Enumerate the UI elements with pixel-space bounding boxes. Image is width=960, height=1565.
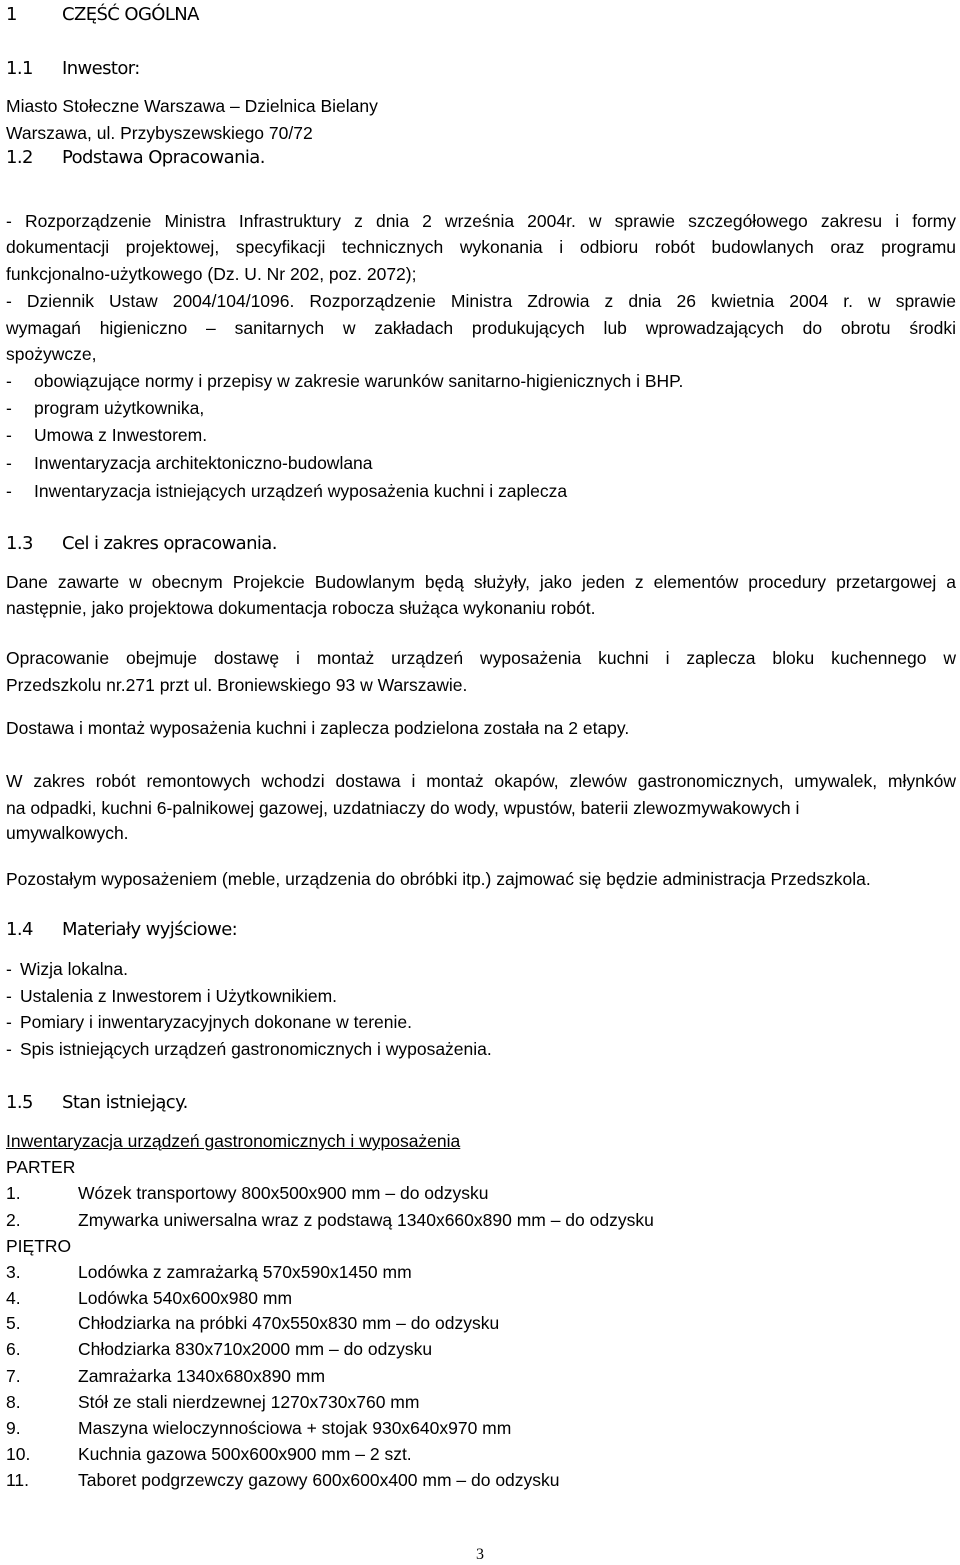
item-text: Chłodziarka na próbki 470x550x830 mm – do odzysku [78,1313,500,1333]
list-dash: - [6,986,12,1006]
list-item-text: Inwentaryzacja istniejących urządzeń wyposażenia kuchni i zaplecza [34,481,568,501]
section-number: 1.4 [6,919,33,940]
section-number: 1.1 [6,58,33,79]
section-number: 1 [6,4,17,25]
inventory-item [6,1417,511,1439]
item-text: Kuchnia gazowa 500x600x900 mm – 2 szt. [78,1444,412,1464]
list-dash: - [6,1012,12,1032]
inventory-item [6,1338,432,1360]
item-number: 8. [6,1392,21,1412]
list-item [6,958,128,980]
section-title: Stan istniejący. [62,1092,188,1113]
item-number: 4. [6,1288,21,1308]
item-number: 3. [6,1262,21,1282]
section-title: Cel i zakres opracowania. [62,533,277,554]
list-item [6,397,204,419]
inventory-item [6,1182,488,1204]
page-number: 3 [476,1546,484,1563]
list-item [6,1011,412,1033]
item-text: Lodówka 540x600x980 mm [78,1288,293,1308]
item-number: 5. [6,1313,21,1333]
item-number: 11. [6,1470,30,1490]
section-title: Podstawa Opracowania. [62,147,265,168]
item-number: 6. [6,1339,21,1359]
inventory-item [6,1287,292,1309]
inventory-item [6,1261,412,1283]
basis-item-2-line: spożywcze, [6,344,97,364]
list-item-text: program użytkownika, [34,398,205,418]
item-text: Taboret podgrzewczy gazowy 600x600x400 mm – do odzysku [78,1470,560,1490]
inventory-item [6,1469,560,1491]
inventory-item [6,1443,412,1465]
item-number: 1. [6,1183,21,1203]
list-item [6,370,683,392]
list-item [6,1038,492,1060]
basis-item-1-line: dokumentacji projektowej, specyfikacji technicznych wykonania i odbioru robót budowlanych oraz programu [6,237,956,257]
section-number: 1.5 [6,1092,33,1113]
paragraph-line: Opracowanie obejmuje dostawę i montaż urządzeń wyposażenia kuchni i zaplecza bloku kuchennego w [6,648,956,668]
list-dash: - [6,1039,12,1059]
floor-label: PARTER [6,1157,76,1177]
basis-item-2-line: wymagań higieniczno – sanitarnych w zakładach produkujących lub wprowadzających do obrotu środki [6,318,956,338]
paragraph-line: W zakres robót remontowych wchodzi dostawa i montaż okapów, zlewów gastronomicznych, umywalek, młynków [6,771,956,791]
list-dash: - [6,371,12,391]
list-dash: - [6,398,12,418]
item-text: Chłodziarka 830x710x2000 mm – do odzysku [78,1339,433,1359]
paragraph-line: umywalkowych. [6,823,129,843]
section-1-2-heading [6,147,265,169]
item-number: 9. [6,1418,21,1438]
list-item [6,452,373,474]
floor-label: PIĘTRO [6,1236,72,1256]
item-number: 7. [6,1366,21,1386]
section-1-4-heading [6,919,237,941]
list-item-text: Umowa z Inwestorem. [34,425,208,445]
inventory-item [6,1209,654,1231]
list-item-text: Pomiary i inwentaryzacyjnych dokonane w terenie. [20,1012,412,1032]
investor-line: Warszawa, ul. Przybyszewskiego 70/72 [6,123,313,143]
item-text: Zamrażarka 1340x680x890 mm [78,1366,326,1386]
section-number: 1.3 [6,533,33,554]
basis-item-2-line: - Dziennik Ustaw 2004/104/1096. Rozporządzenie Ministra Zdrowia z dnia 26 kwietnia 2004 r. w sprawie [6,291,956,311]
section-1-3-heading [6,533,277,555]
section-1-5-heading [6,1092,188,1114]
section-1-1-heading [6,58,140,80]
list-item-text: Wizja lokalna. [20,959,128,979]
list-item-text: Spis istniejących urządzeń gastronomicznych i wyposażenia. [20,1039,492,1059]
list-dash: - [6,425,12,445]
list-item [6,985,337,1007]
paragraph-line: Pozostałym wyposażeniem (meble, urządzenia do obróbki itp.) zajmować się będzie administracja Przedszkola. [6,869,871,889]
list-dash: - [6,481,12,501]
list-dash: - [6,959,12,979]
item-number: 2. [6,1210,21,1230]
investor-line: Miasto Stołeczne Warszawa – Dzielnica Bielany [6,96,378,116]
item-text: Lodówka z zamrażarką 570x590x1450 mm [78,1262,412,1282]
section-title: CZĘŚĆ OGÓLNA [62,4,199,25]
paragraph-line: Dane zawarte w obecnym Projekcie Budowlanym będą służyły, jako jeden z elementów procedury przetargowej a [6,572,956,592]
paragraph-line: Przedszkolu nr.271 przt ul. Broniewskiego 93 w Warszawie. [6,675,468,695]
paragraph-line: następnie, jako projektowa dokumentacja robocza służąca wykonaniu robót. [6,598,596,618]
item-text: Zmywarka uniwersalna wraz z podstawą 1340x660x890 mm – do odzysku [78,1210,654,1230]
inventory-item [6,1312,499,1334]
list-item-text: Inwentaryzacja architektoniczno-budowlana [34,453,373,473]
section-number: 1.2 [6,147,33,168]
item-text: Wózek transportowy 800x500x900 mm – do odzysku [78,1183,489,1203]
section-title: Materiały wyjściowe: [62,919,238,940]
list-item-text: obowiązujące normy i przepisy w zakresie warunków sanitarno-higienicznych i BHP. [34,371,684,391]
list-item-text: Ustalenia z Inwestorem i Użytkownikiem. [20,986,338,1006]
item-text: Stół ze stali nierdzewnej 1270x730x760 mm [78,1392,420,1412]
item-text: Maszyna wieloczynnościowa + stojak 930x640x970 mm [78,1418,512,1438]
list-item [6,424,207,446]
inventory-item [6,1365,325,1387]
basis-item-1-line: - Rozporządzenie Ministra Infrastruktury z dnia 2 września 2004r. w sprawie szczegółowego zakresu i formy [6,211,956,231]
list-dash: - [6,453,12,473]
list-item [6,480,567,502]
basis-item-1-line: funkcjonalno-użytkowego (Dz. U. Nr 202, poz. 2072); [6,264,417,284]
paragraph-line: na odpadki, kuchni 6-palnikowej gazowej, uzdatniaczy do wody, wpustów, baterii zlewozmywakowych i [6,798,800,818]
inventory-item [6,1391,419,1413]
item-number: 10. [6,1444,31,1464]
section-title: Inwestor: [62,58,140,79]
inventory-title: Inwentaryzacja urządzeń gastronomicznych i wyposażenia [6,1131,461,1151]
section-1-heading [6,4,199,26]
paragraph-line: Dostawa i montaż wyposażenia kuchni i zaplecza podzielona została na 2 etapy. [6,718,630,738]
